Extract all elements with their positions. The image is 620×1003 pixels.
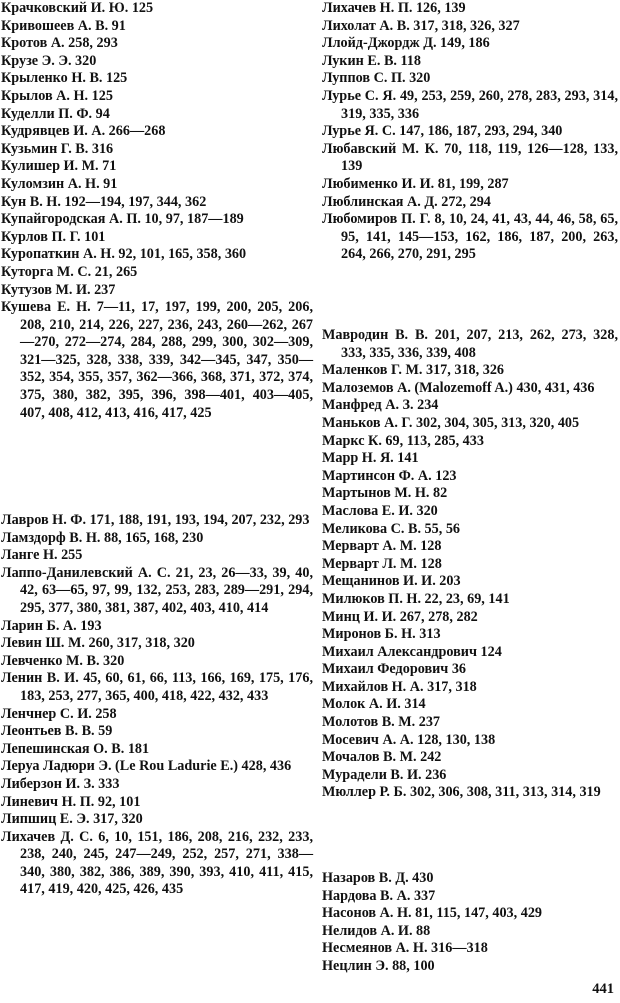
index-entry: Леонтьев В. В. 59: [1, 723, 113, 740]
index-entry: Молотов В. М. 237: [322, 714, 441, 731]
index-entry: Михаил Александрович 124: [322, 643, 502, 660]
index-entry: Мурадели В. И. 236: [322, 766, 447, 783]
index-entry: Минц И. И. 267, 278, 282: [322, 608, 478, 625]
index-entry: Кулишер И. М. 71: [1, 158, 117, 175]
page-number: 441: [592, 981, 614, 997]
index-entry: Крыленко Н. В. 125: [1, 70, 128, 87]
index-entry: Мочалов В. М. 242: [322, 749, 442, 766]
index-block-m: [322, 327, 618, 802]
index-entry: Милюков П. Н. 22, 23, 69, 141: [322, 590, 510, 607]
index-entry: Мавродин В. В. 201, 207, 213, 262, 273, 328, 333, 335, 336, 339, 408: [322, 327, 618, 361]
index-entry: Насонов А. Н. 81, 115, 147, 403, 429: [322, 905, 543, 922]
index-entry: Купайгородская А. П. 10, 97, 187—189: [1, 211, 244, 228]
index-entry: Куторга М. С. 21, 265: [1, 263, 138, 280]
index-entry: Михайлов Н. А. 317, 318: [322, 678, 477, 695]
index-entry: Ллойд-Джордж Д. 149, 186: [322, 35, 490, 52]
index-entry: Леруа Ладюри Э. (Le Rou Ladurie E.) 428, 436: [1, 758, 292, 775]
index-entry: Курлов П. Г. 101: [1, 228, 106, 245]
index-entry: Мартинсон Ф. А. 123: [322, 467, 457, 484]
index-entry: Ланге Н. 255: [1, 547, 83, 564]
index-entry: Михаил Федорович 36: [322, 661, 467, 678]
index-entry: Ламздорф В. Н. 88, 165, 168, 230: [1, 529, 204, 546]
index-entry: Кун В. Н. 192—194, 197, 344, 362: [1, 193, 207, 210]
index-entry: Крылов А. Н. 125: [1, 87, 113, 104]
index-entry: Ларин Б. А. 193: [1, 617, 102, 634]
index-entry: Куломзин А. Н. 91: [1, 175, 118, 192]
index-entry: Любавский М. К. 70, 118, 119, 126—128, 133, 139: [322, 140, 618, 175]
index-entry: Кузьмин Г. В. 316: [1, 140, 114, 157]
index-block-l: [1, 512, 313, 899]
index-entry: Маркс К. 69, 113, 285, 433: [322, 432, 484, 449]
index-entry: Куделли П. Ф. 94: [1, 105, 110, 122]
index-entry: Мещанинов И. И. 203: [322, 573, 461, 590]
index-entry: Левин Ш. М. 260, 317, 318, 320: [1, 635, 195, 652]
index-entry: Нелидов А. И. 88: [322, 922, 431, 939]
index-entry: Лихачев Н. П. 126, 139: [322, 0, 466, 16]
index-entry: Лаппо-Данилевский А. С. 21, 23, 26—33, 39, 40, 42, 63—65, 97, 99, 132, 253, 283, 289—291, 294, 295, 377, 380, 381, 387, 402, 403, 410, 414: [1, 564, 313, 616]
index-entry: Куропаткин А. Н. 92, 101, 165, 358, 360: [1, 246, 247, 263]
index-entry: Лукин Е. В. 118: [322, 52, 421, 69]
index-entry: Нецлин Э. 88, 100: [322, 957, 435, 974]
index-entry: Левченко М. В. 320: [1, 652, 125, 669]
index-entry: Мартынов М. Н. 82: [322, 485, 448, 502]
index-entry: Лихолат А. В. 317, 318, 326, 327: [322, 17, 520, 34]
index-entry: Мерварт А. М. 128: [322, 538, 442, 555]
index-entry: Линевич Н. П. 92, 101: [1, 793, 141, 810]
index-entry: Мерварт Л. М. 128: [322, 555, 442, 572]
index-entry: Кутузов М. И. 237: [1, 281, 116, 298]
index-entry: Лурье Я. С. 147, 186, 187, 293, 294, 340: [322, 123, 563, 140]
index-entry: Кривошеев А. В. 91: [1, 17, 126, 34]
index-entry: Луппов С. П. 320: [322, 70, 431, 87]
index-entry: Ленин В. И. 45, 60, 61, 66, 113, 166, 169, 175, 176, 183, 253, 277, 365, 400, 418, 422, 432, 433: [1, 670, 313, 704]
index-entry: Несмеянов А. Н. 316—318: [322, 940, 488, 957]
index-entry: Либерзон И. З. 333: [1, 775, 120, 792]
index-entry: Миронов Б. Н. 313: [322, 626, 441, 643]
index-entry: Мюллер Р. Б. 302, 306, 308, 311, 313, 314, 319: [322, 784, 601, 801]
index-entry: Люблинская А. Д. 272, 294: [322, 193, 491, 210]
index-entry: Крузе Э. Э. 320: [1, 52, 97, 69]
index-block-k: [1, 0, 313, 422]
index-entry: Крачковский И. Ю. 125: [1, 0, 154, 16]
index-entry: Молок А. И. 314: [322, 696, 426, 713]
index-entry: Манфред А. З. 234: [322, 397, 439, 414]
index-entry: Маньков А. Г. 302, 304, 305, 313, 320, 405: [322, 414, 580, 431]
index-entry: Маслова Е. И. 320: [322, 502, 438, 519]
index-entry: Лепешинская О. В. 181: [1, 740, 150, 757]
index-entry: Меликова С. В. 55, 56: [322, 520, 461, 537]
index-entry: Ленчнер С. И. 258: [1, 705, 117, 722]
index-entry: Лавров Н. Ф. 171, 188, 191, 193, 194, 207, 232, 293: [1, 512, 310, 528]
index-entry: Мосевич А. А. 128, 130, 138: [322, 731, 496, 748]
index-entry: Кушева Е. Н. 7—11, 17, 197, 199, 200, 205, 206, 208, 210, 214, 226, 227, 236, 243, 260—262, 267—270, 272—274, 284, 288, 299, 300, 302—309, 321—325, 328, 338, 339, 342—345, 347, 350—352, 354, 355, 357, 362—366, 368, 371, 372, 374, 375, 380, 382, 395, 396, 398—401, 403—405, 407, 408, 412, 413, 416, 417, 425: [1, 299, 313, 421]
index-entry: Назаров В. Д. 430: [322, 870, 434, 886]
index-entry: Любомиров П. Г. 8, 10, 24, 41, 43, 44, 46, 58, 65, 95, 141, 145—153, 162, 186, 187, 200, 263, 264, 266, 270, 291, 295: [322, 211, 618, 263]
index-entry: Нардова В. А. 337: [322, 887, 436, 904]
index-entry: Кудрявцев И. А. 266—268: [1, 123, 166, 140]
index-entry: Липшиц Е. Э. 317, 320: [1, 811, 143, 828]
index-block-l-continued: [322, 0, 618, 264]
index-entry: Лихачев Д. С. 6, 10, 151, 186, 208, 216, 232, 233, 238, 240, 245, 247—249, 252, 257, 271, 338—340, 380, 382, 386, 389, 390, 393, 410, 411, 415, 417, 419, 420, 425, 426, 435: [1, 828, 313, 898]
index-entry: Кротов А. 258, 293: [1, 35, 118, 52]
index-entry: Малоземов А. (Malozemoff A.) 430, 431, 436: [322, 379, 595, 396]
index-entry: Лурье С. Я. 49, 253, 259, 260, 278, 283, 293, 314, 319, 335, 336: [322, 87, 618, 122]
index-entry: Любименко И. И. 81, 199, 287: [322, 175, 509, 192]
index-block-n: [322, 870, 618, 976]
index-entry: Марр Н. Я. 141: [322, 450, 419, 467]
index-entry: Маленков Г. М. 317, 318, 326: [322, 362, 505, 379]
